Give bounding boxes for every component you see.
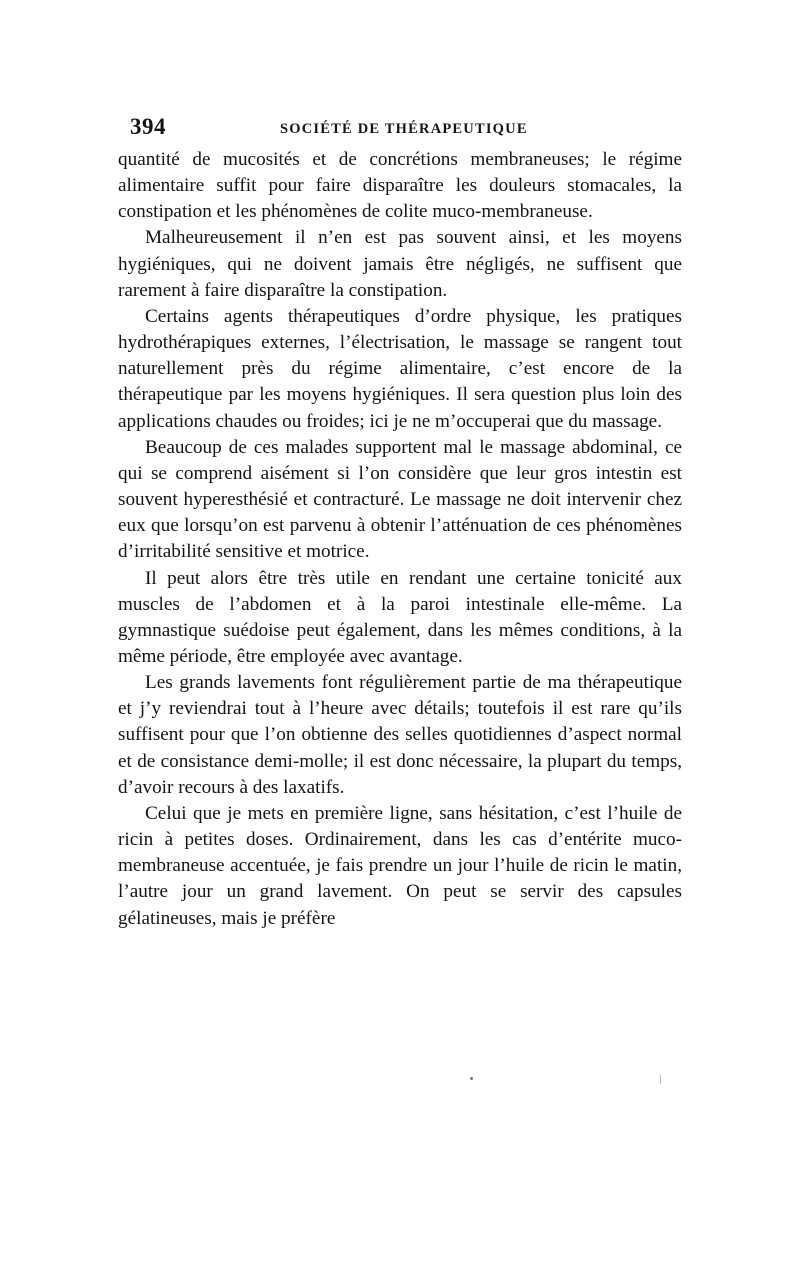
paragraph: Il peut alors être très utile en rendant une certaine tonicité aux muscles de l’abdomen et à la paroi intestinale elle-même. La gymnastique suédoise peut également, dans les mêmes conditions, à la même période, être employée avec avantage. <box>118 567 682 667</box>
print-speck <box>470 1077 473 1080</box>
running-head <box>130 114 680 144</box>
paragraph-continued: quantité de mucosités et de concrétions membraneuses; le régime alimentaire suffit pour faire disparaître les douleurs stomacales, la constipation et les phénomènes de colite muco-membraneuse. <box>118 149 682 223</box>
paragraph: Certains agents thérapeutiques d’ordre physique, les pratiques hydrothérapiques externes, l’électrisation, le massage se rangent tout naturellement près du régime alimentaire, c’est encore de la thérapeutique par les moyens hygiéniques. Il sera question plus loin des applications chaudes ou froides; ici je ne m’occuperai que du massage. <box>118 305 682 432</box>
print-speck <box>660 1075 661 1084</box>
body-text <box>118 147 682 932</box>
paragraph: Celui que je mets en première ligne, sans hésitation, c’est l’huile de ricin à petites doses. Ordinairement, dans les cas d’entérite muco-membraneuse accentuée, je fais prendre un jour l’huile de ricin le matin, l’autre jour un grand lavement. On peut se servir des capsules gélatineuses, mais je préfère <box>118 802 682 929</box>
paragraph: Les grands lavements font régulièrement partie de ma thérapeutique et j’y reviendrai tout à l’heure avec détails; toutefois il est rare qu’ils suffisent pour que l’on obtienne des selles quotidiennes d’aspect normal et de consistance demi-molle; il est donc nécessaire, la plupart du temps, d’avoir recours à des laxatifs. <box>118 672 682 798</box>
running-title: SOCIÉTÉ DE THÉRAPEUTIQUE <box>280 121 528 137</box>
paragraph: Malheureusement il n’en est pas souvent ainsi, et les moyens hygiéniques, qui ne doivent jamais être négligés, ne suffisent que rarement à faire disparaître la constipation. <box>118 227 682 301</box>
page-number: 394 <box>130 114 166 139</box>
paragraph: Beaucoup de ces malades supportent mal le massage abdominal, ce qui se comprend aisément si l’on considère que leur gros intestin est souvent hyperesthésié et contracturé. Le massage ne doit intervenir chez eux que lorsqu’on est parvenu à obtenir l’atténuation de ces phénomènes d’irritabilité sensitive et motrice. <box>118 436 682 563</box>
